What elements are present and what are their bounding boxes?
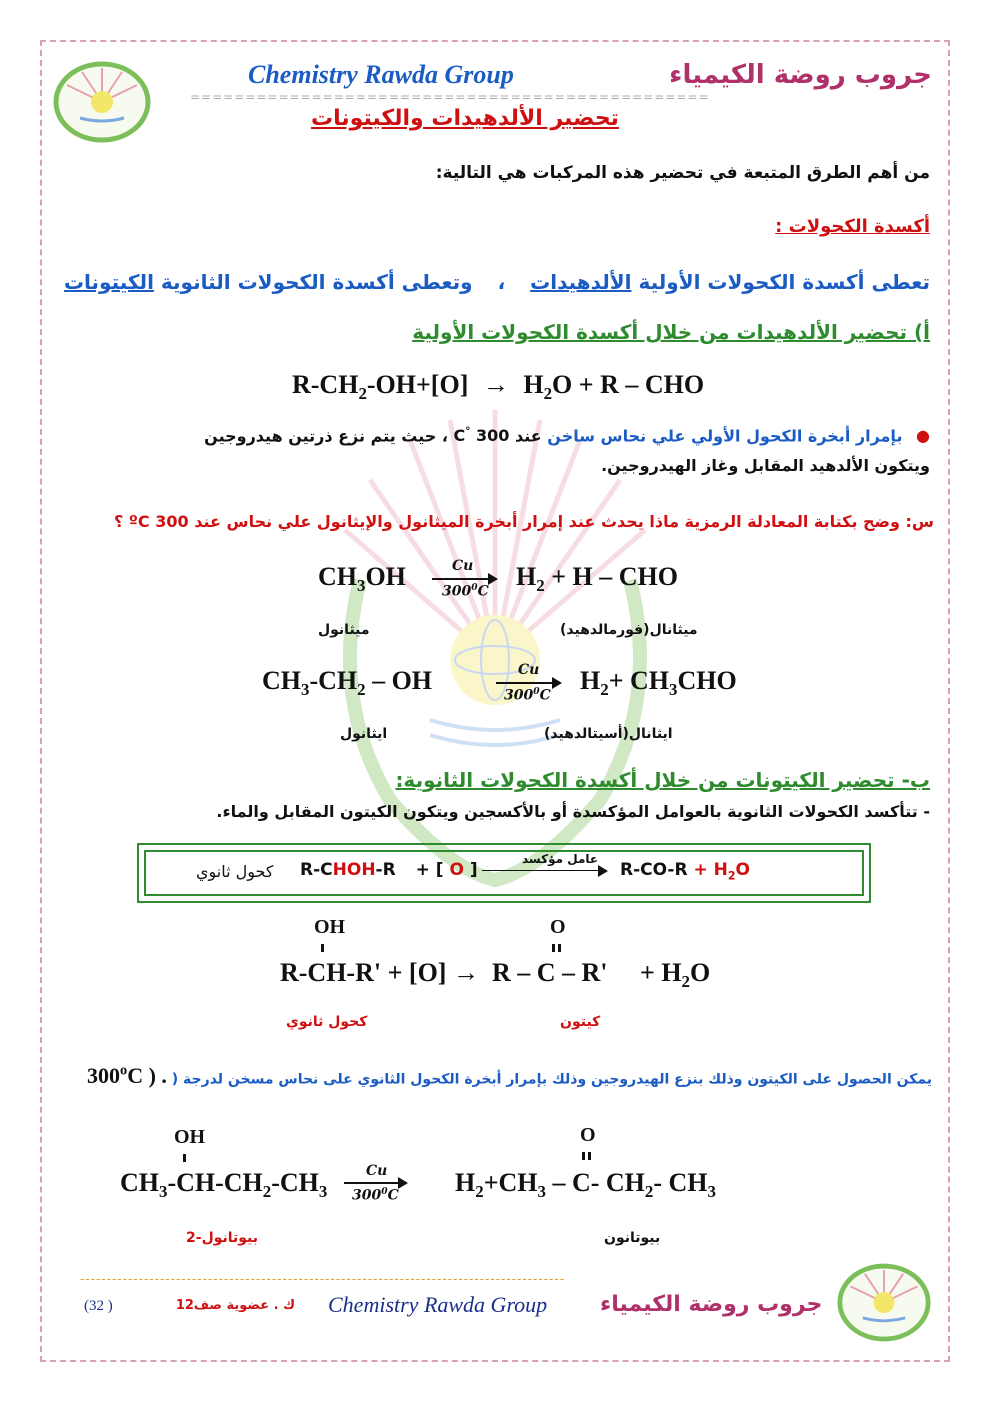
eq-butanol-temp: $300^0C$ [352, 1186, 399, 1204]
eq-ethanol-lhs: $CH_3-CH_2$ – OH [262, 666, 433, 700]
equation-primary-oxidation: $R-CH_2-OH+[O] \to H_2O + R$ – CHO [292, 370, 705, 404]
section-heading-oxidation: أكسدة الكحولات : [775, 216, 930, 237]
eq-butanol-catalyst: Cu [366, 1163, 388, 1179]
label-ethanol: ايثانول [340, 726, 388, 742]
box-oxidizing-agent: عامل مؤكسد [522, 852, 599, 866]
header-logo [52, 60, 152, 145]
eq-butanone-bond-1 [582, 1152, 585, 1160]
subheading-a: أ) تحضير الألدهيدات من خلال أكسدة الكحولات الأولية [412, 320, 930, 344]
oxidation-separator: ، [497, 270, 506, 294]
label-ethanal: ايثانال(أسيتالدهيد) [544, 726, 673, 742]
footer-course: ك . عضوية صف12 [175, 1298, 295, 1313]
label-secondary-alcohol: كحول ثانوي [286, 1014, 368, 1030]
bullet-word2: عند [515, 426, 542, 446]
oxidation-statement [64, 270, 930, 294]
eq-ethanol-rhs: $H_2+ CH_3CHO$ [580, 666, 737, 700]
bullet-word1: بإمرار [855, 426, 903, 446]
eq-butanol-lhs: $CH_3-CH-CH_2-CH_3$ [120, 1168, 328, 1202]
eq-ketone-oh: OH [314, 916, 346, 938]
oxidation-ketones: الكيتونات [63, 270, 154, 294]
page-title: تحضير الألدهيدات والكيتونات [311, 106, 619, 131]
bullet-dot: ● [916, 426, 930, 446]
eq-methanol-temp: $300^0C$ [442, 582, 489, 600]
header-group-ar: جروب روضة الكيمياء [669, 60, 932, 90]
oxidation-part1: تعطى أكسدة الكحولات الأولية [638, 270, 930, 294]
bullet-note [204, 426, 930, 445]
eq-methanol-lhs: $CH_3OH$ [318, 562, 406, 596]
question-text: س: وضح بكتابة المعادلة الرمزية ماذا يحدث عند إمرار أبخرة الميثانول والإيثانول علي نحاس عند 300 ºC ؟ [114, 512, 934, 531]
box-product: $R-CO-R + H_2O$ [620, 860, 750, 883]
header-group-en: Chemistry Rawda Group [248, 60, 514, 89]
footer-divider: ------------------------------------------------------------------------------------------- [80, 1272, 566, 1286]
eq-ethanol-arrow [496, 682, 560, 684]
eq-ethanol-catalyst: Cu [518, 662, 540, 678]
eq-butanone-bond-2 [588, 1152, 591, 1160]
eq-methanol-rhs: $H_2 + H$ – CHO [516, 562, 678, 596]
footer-group-ar: جروب روضة الكيمياء [600, 1292, 823, 1317]
label-methanol: ميثانول [318, 622, 370, 638]
oxidation-part2: وتعطى أكسدة الكحولات الثانوية [160, 270, 473, 294]
eq-butanone-o: O [580, 1124, 596, 1146]
eq-ketone-double-bond-2 [558, 944, 561, 952]
box-reactant: R-CHOH-R + [ O ] [300, 860, 478, 880]
header-divider: =============================================== [190, 90, 710, 104]
subheading-b-text: - تتأكسد الكحولات الثانوية بالعوامل المؤكسدة أو بالأكسجين ويتكون الكيتون المقابل والماء. [216, 802, 930, 821]
label-methanal: ميثانال(فورمالدهيد) [560, 622, 698, 638]
bullet-temp: C° 300 [453, 426, 510, 446]
label-ketone: كيتون [560, 1014, 601, 1030]
eq-butanol-bond [183, 1154, 186, 1162]
footer-logo [836, 1262, 932, 1344]
eq-ethanol-temp: $300^0C$ [504, 686, 551, 704]
box-arrow [482, 870, 606, 871]
eq-ketone-bond [321, 944, 324, 952]
eq-ketone-double-bond-1 [552, 944, 555, 952]
eq-butanol-oh: OH [174, 1126, 206, 1148]
label-butanone: بيوتانون [604, 1230, 661, 1246]
bullet-blue: أبخرة الكحول الأولي علي نحاس ساخن [547, 426, 851, 446]
watermark-logo [330, 400, 660, 900]
footer-group-en: Chemistry Rawda Group [328, 1292, 548, 1317]
bullet-line2: ويتكون الألدهيد المقابل وغاز الهيدروجين. [601, 456, 930, 475]
eq-ketone: R-CH-R' + [O] → R – C – R' + $H_2O$ [280, 958, 711, 992]
oxidation-aldehydes: الألدهيدات [530, 270, 632, 294]
intro-text: من أهم الطرق المتبعة في تحضير هذه المركبات هي التالية: [435, 163, 930, 183]
bullet-rest: ، حيث يتم نزع ذرتين هيدروجين [204, 426, 448, 446]
eq-methanol-arrow [432, 578, 496, 580]
subheading-b: ب- تحضير الكيتونات من خلال أكسدة الكحولات الثانوية: [395, 768, 930, 792]
footer-page-number: (32 ) [84, 1298, 113, 1314]
eq-methanol-catalyst: Cu [452, 558, 474, 574]
dehydrogenation-note: يمكن الحصول على الكيتون وذلك بنزع الهيدروجين وذلك بإمرار أبخرة الكحول الثانوي على نحاس مسخن لدرجة ( 300$^o$C ) . [87, 1063, 932, 1089]
eq-ketone-o: O [550, 916, 566, 938]
eq-butanol-arrow [344, 1182, 406, 1184]
box-label-sec-alcohol: كحول ثانوي [196, 862, 274, 881]
label-2-butanol: 2-بيوتانول [186, 1230, 259, 1246]
eq-butanol-rhs: $H_2+CH_3 - C-$ $CH_2-$ $CH_3$ [455, 1168, 716, 1202]
